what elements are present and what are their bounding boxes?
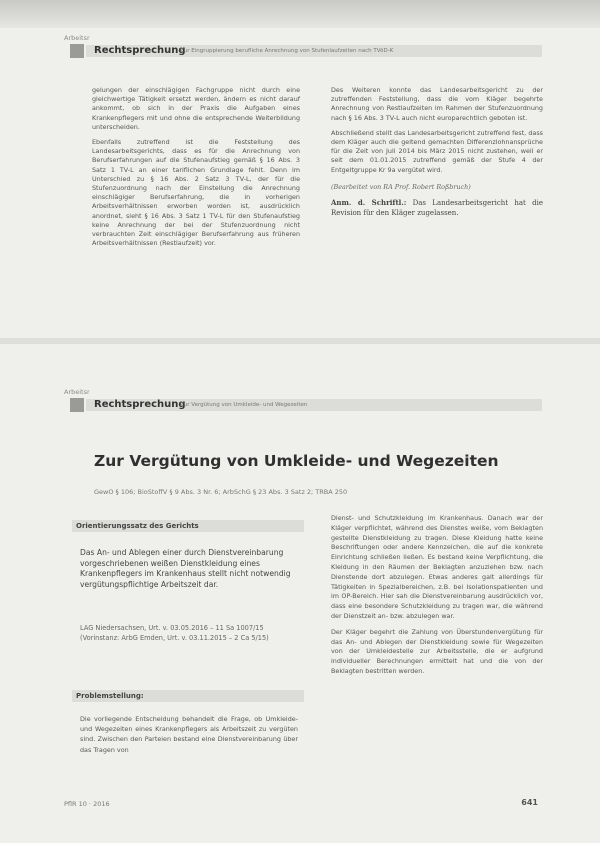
paragraph: Ebenfalls zutreffend ist die Feststellung des Landesarbeitsgerichts, dass es für die Anrechnung von Berufserfahrungen auf die Stufenaufstieg gemäß § 16 Abs. 3 Satz 1 TV-L an einer tariflichen Grundlage fehlt. Denn im Unterschied zu § 16 Abs. 2 Satz 3 TV-L, der für die Stufenzuordnung nach der Einstellung die Anrechnung einschlägiger Berufserfahrung, die in vorherigen Arbeitsverhältnissen erworben worden ist, ausdrücklich anordnet, sieht § 16 Abs. 3 Satz 1 TV-L für den Stufenaufstieg keine Anrechnung der bei der Stufenzuordnung nicht verbrauchten Zeit einschlägiger Berufserfahrung aus früheren Arbeitsverhältnissen (Restlaufzeit) vor. <box>92 138 300 248</box>
annotation-text: Das Landesarbeitsgericht hat die Revision für den Kläger zugelassen. <box>331 199 543 218</box>
paragraph: gelungen der einschlägigen Fachgruppe nicht durch eine gleichwertige Tätigkeit ersetzt werden, ändern es nicht darauf ankommt, ob sich in der Praxis die Aufgaben eines Krankenpflegers mit und ohne die entsprechende Weiterbildung unterscheiden. <box>92 86 300 131</box>
rubric-title: Rechtsprechung <box>94 399 186 410</box>
headnote: Das An- und Ablegen einer durch Dienstvereinbarung vorgeschriebenen weißen Dienstkleidung eines Krankenpflegers im Krankenhaus stellt nicht notwendig vergütungspflichtige Arbeitszeit dar. <box>80 548 291 589</box>
journal-issue: PflR 10 · 2016 <box>64 800 110 808</box>
scan-shadow <box>0 0 600 28</box>
article-headline: Zur Vergütung von Umkleide- und Wegezeiten <box>94 452 499 470</box>
page-divider <box>0 338 600 344</box>
problem-heading: Problemstellung: <box>72 690 304 702</box>
paragraph: Dienst- und Schutzkleidung im Krankenhaus. Danach war der Kläger verpflichtet, während des Dienstes weiße, vom Beklagten gestellte Dienstkleidung zu tragen. Diese Kleidung hatte keine Beschriftungen oder andere Kennzeichen, die auf die konkrete Einrichtung schließen ließen. Es bestand keine Verpflichtung, die Kleidung in den Räumen der Beklagten anzuziehen bzw. nach Dienstende dort abzulegen. Etwas anderes galt allerdings für Tätigkeiten in Spezialbereichen, z.B. bei Isolationspatienten und im OP-Bereich. Hier sah die Dienstvereinbarung ausdrücklich vor, dass eine besondere Schutzkleidung zu tragen war, die während der Dienstzeit an- bzw. abzulegen war. <box>331 514 543 620</box>
section-kicker: Arbeitsr <box>64 388 90 396</box>
page-number: 641 <box>521 798 538 807</box>
author-note: (Bearbeitet von RA Prof. Robert Roßbruch) <box>331 182 471 191</box>
problem-text <box>80 714 298 761</box>
top-left-column <box>92 86 300 254</box>
paragraph: Die vorliegende Entscheidung behandelt die Frage, ob Umkleide- und Wegezeiten eines Krankenpflegers als Arbeitszeit zu vergüten sind. Zwischen den Parteien bestand eine Dienstvereinbarung über das Tragen von <box>80 715 298 754</box>
paragraph: Des Weiteren konnte das Landesarbeitsgericht zu der zutreffenden Feststellung, dass die vom Kläger begehrte Anrechnung von Restlaufzeiten im Rahmen der Stufenzuordnung nach § 16 Abs. 3 TV-L auch nicht europarechtlich geboten ist. <box>331 86 543 122</box>
legal-citations: GewO § 106; BioStoffV § 9 Abs. 3 Nr. 6; ArbSchG § 23 Abs. 3 Satz 2; TRBA 250 <box>94 488 348 496</box>
annotation-label: Anm. d. Schriftl.: <box>331 198 407 208</box>
paragraph: Abschließend stellt das Landesarbeitsgericht zutreffend fest, dass dem Kläger auch die geltend gemachten Differenzlohnansprüche für die Zeit von Juli 2014 bis März 2015 nicht zustehen, weil er seit dem 01.01.2015 zutreffend gemäß der Stufe 4 der Entgeltgruppe Kr 9a vergütet wird. <box>331 128 543 174</box>
rubric-subtitle: Zur Vergütung von Umkleide- und Wegezeiten <box>180 402 308 408</box>
section-kicker: Arbeitsr <box>64 34 90 42</box>
main-right-column <box>331 514 543 683</box>
top-right-column <box>331 86 543 224</box>
rubric-marker <box>70 44 84 58</box>
annotation <box>331 198 543 218</box>
paragraph: Der Kläger begehrt die Zahlung von Überstundenvergütung für das An- und Ablegen der Dienstkleidung sowie für Wegezeiten von der Umkleidestelle zur Arbeitsstelle, die er aufgrund individueller Berechnungen ermittelt hat und die von der Beklagten bestritten werden. <box>331 627 543 675</box>
rubric-subtitle: Zur Eingruppierung berufliche Anrechnung von Stufenlaufzeiten nach TVöD-K <box>180 48 394 54</box>
rubric-marker <box>70 398 84 412</box>
rubric-title: Rechtsprechung <box>94 45 186 56</box>
orientation-heading: Orientierungssatz des Gerichts <box>72 520 304 532</box>
court-reference: LAG Niedersachsen, Urt. v. 03.05.2016 – 11 Sa 1007/15 (Vorinstanz: ArbG Emden, Urt. v. 03.11.2015 – 2 Ca 5/15) <box>80 624 269 642</box>
